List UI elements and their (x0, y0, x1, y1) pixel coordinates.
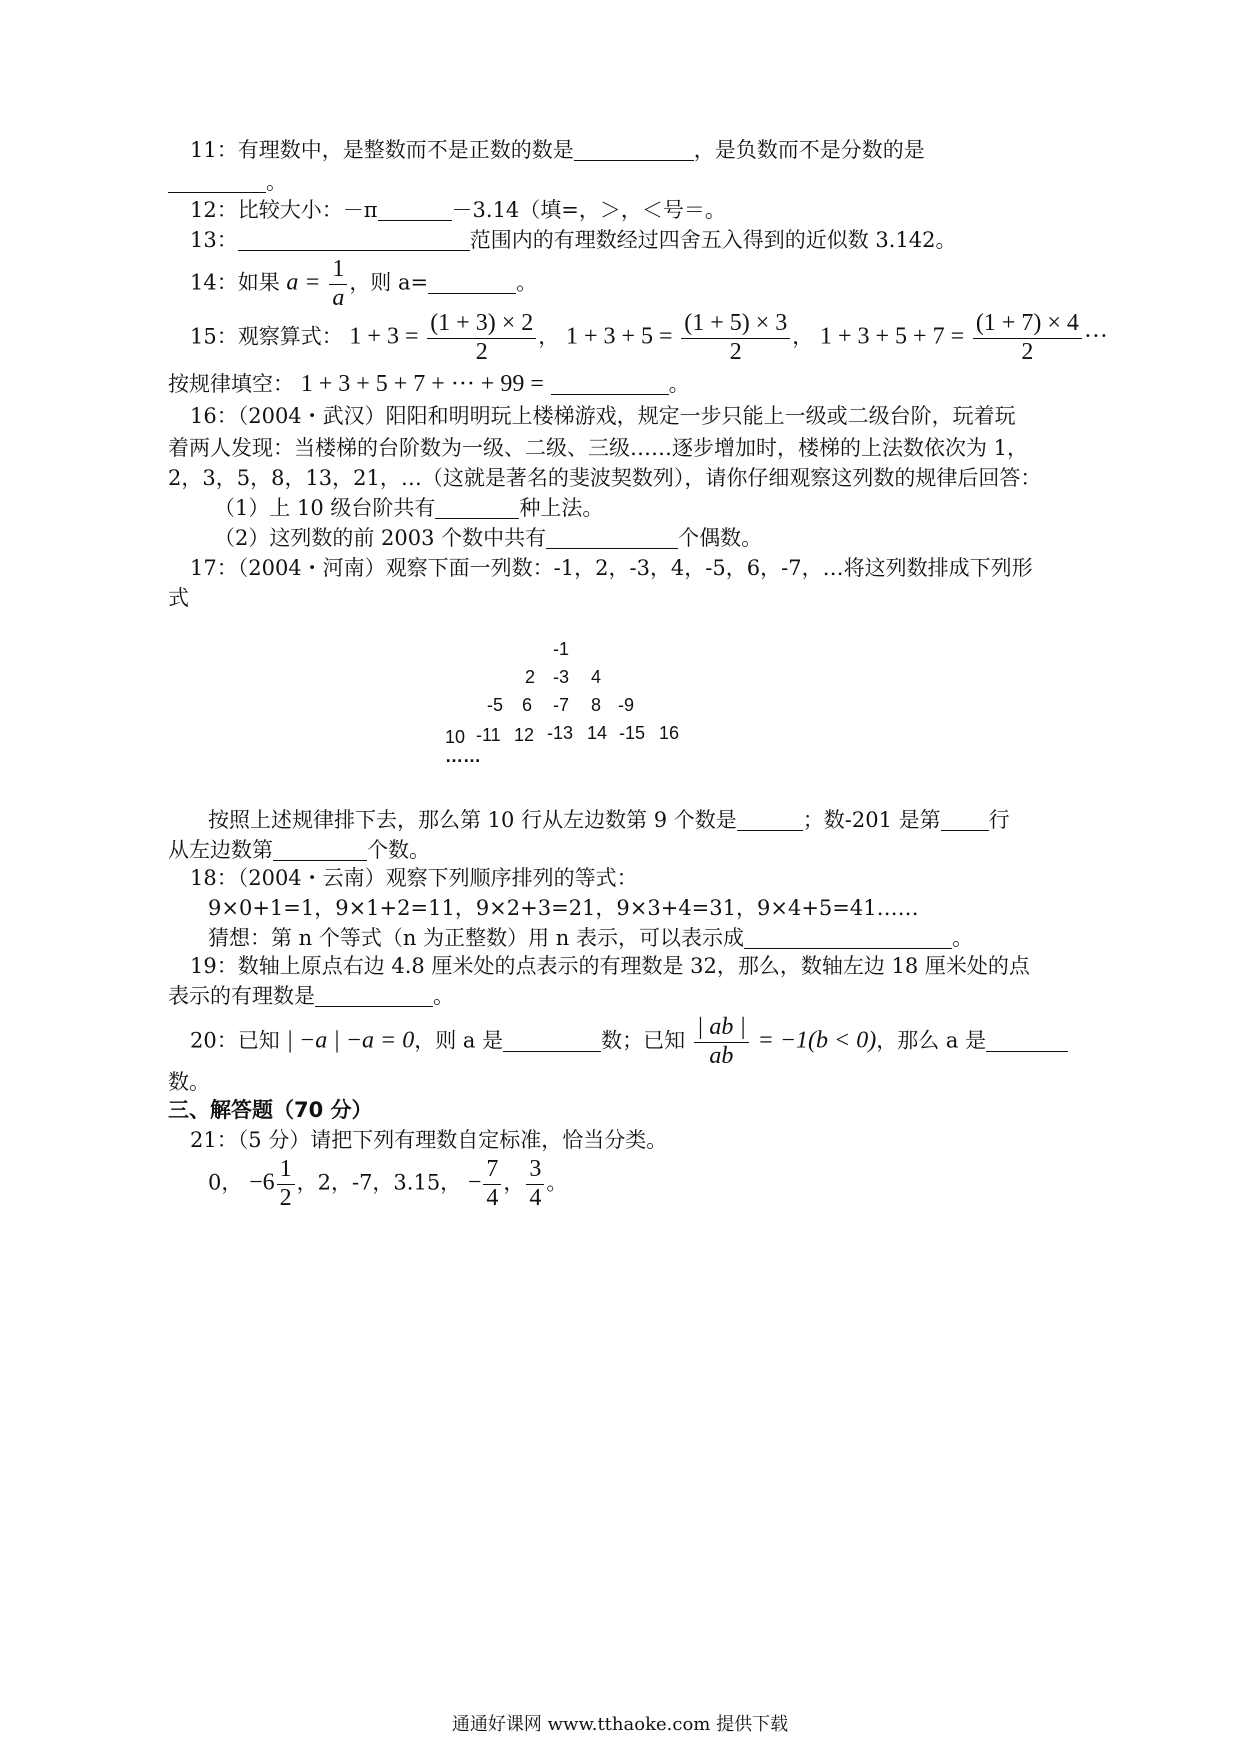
q21-v2-sign: − (467, 1169, 482, 1196)
q20-a: 20：已知 (190, 1028, 280, 1053)
q21-v1-fraction (277, 1156, 295, 1212)
tri-r2-c3: 4 (591, 667, 602, 687)
q17-blank-3[interactable] (273, 839, 367, 861)
q15-e2-fraction (681, 310, 790, 366)
question-16-line3: 2，3，5，8，13，21，…（这就是著名的斐波契数列），请你仔细观察这列数的规律后回答： (168, 466, 1042, 490)
tri-r3-c2: 6 (522, 695, 533, 715)
q16-p1-a: （1）上 10 级台阶共有 (214, 496, 436, 520)
q15-e1-num: (1 + 3) × 2 (427, 310, 536, 339)
question-16-part1 (214, 496, 603, 521)
q19-line2-b: 。 (433, 984, 454, 1008)
tri-r4-c4: -13 (547, 723, 574, 743)
q15-e1-fraction (427, 310, 536, 366)
q18-line3-b: 。 (951, 926, 973, 950)
q19-line2-a: 表示的有理数是 (168, 984, 315, 1008)
tri-dots: …… (445, 746, 481, 766)
tri-r2-c1: 2 (525, 667, 536, 687)
question-11-line2 (168, 170, 287, 195)
q17-blank-2[interactable] (941, 809, 989, 831)
q14-text-b: ，则 a= (349, 270, 429, 295)
q17-blank-1[interactable] (737, 809, 803, 831)
question-18-line3 (208, 926, 973, 951)
tri-r4-c5: 14 (587, 723, 608, 743)
q21-end: 。 (546, 1170, 568, 1195)
q21-v1-int: −6 (249, 1169, 275, 1196)
question-13 (190, 228, 957, 253)
question-18-line2: 9×0+1=1，9×1+2=11，9×2+3=21，9×3+4=31，9×4+5=41…… (208, 896, 919, 920)
q21-v1-den: 2 (279, 1184, 292, 1211)
question-19-line2 (168, 984, 454, 1009)
tri-r3-c4: 8 (591, 695, 602, 715)
q15-line2-a: 按规律填空： (168, 372, 294, 396)
section-3-title: 三、解答题（70 分） (168, 1098, 373, 1122)
q13-blank[interactable] (238, 229, 470, 251)
q20-c: 数；已知 (601, 1028, 686, 1053)
q11-blank-1[interactable] (574, 139, 694, 161)
q14-lhs: a = (286, 269, 321, 296)
page-footer: 通通好课网 www.tthaoke.com 提供下载 (451, 1714, 789, 1735)
q20-blank-1[interactable] (503, 1030, 601, 1052)
question-14 (190, 256, 537, 312)
question-16-part2 (214, 526, 762, 551)
tri-r3-c1: -5 (487, 695, 504, 715)
question-17-line2: 式 (168, 586, 189, 610)
question-17-after1 (208, 808, 1010, 833)
q17-after2-a: 从左边数第 (168, 838, 273, 862)
q20-num: | ab | (694, 1014, 749, 1043)
question-21-line1: 21：（5 分）请把下列有理数自定标准，恰当分类。 (190, 1128, 668, 1152)
q21-v2-den: 4 (486, 1184, 499, 1211)
q21-v3-fraction (526, 1156, 544, 1212)
q20-expr1: | −a | −a = 0 (286, 1027, 415, 1054)
q16-blank-2[interactable] (546, 527, 678, 549)
tri-r4-c3: 12 (514, 725, 535, 745)
q20-blank-2[interactable] (986, 1030, 1068, 1052)
q20-den: ab (709, 1042, 734, 1069)
q15-e2-lhs: 1 + 3 + 5 = (565, 323, 673, 350)
q14-num: 1 (329, 256, 347, 285)
question-17-after2 (168, 838, 430, 863)
tri-r4-c6: -15 (619, 723, 646, 743)
q15-e2-den: 2 (729, 338, 742, 365)
question-12 (190, 198, 726, 223)
q17-after1-b: ；数-201 是第 (802, 808, 941, 832)
q21-sep: ， (503, 1170, 525, 1195)
q13-text-a: 13： (190, 228, 238, 252)
q21-v0: 0， (208, 1170, 243, 1195)
q12-text-a: 12：比较大小：－π (190, 198, 378, 222)
q15-e3-num: (1 + 7) × 4 (973, 310, 1082, 339)
q18-blank[interactable] (744, 927, 952, 949)
question-18-line1: 18：（2004・云南）观察下列顺序排列的等式： (190, 866, 638, 890)
question-19-line1: 19：数轴上原点右边 4.8 厘米处的点表示的有理数是 32，那么，数轴左边 18 厘米处的点 (190, 954, 1030, 978)
question-15-line2 (168, 370, 690, 399)
q13-text-b: 范围内的有理数经过四舍五入得到的近似数 3.142。 (469, 228, 957, 252)
q16-p2-a: （2）这列数的前 2003 个数中共有 (214, 526, 547, 550)
q14-blank[interactable] (428, 272, 516, 294)
q15-label: 15：观察算式： (190, 324, 343, 349)
q17-after1-a: 按照上述规律排下去，那么第 10 行从左边数第 9 个数是 (208, 808, 737, 832)
question-15 (190, 310, 1108, 366)
q15-e1-den: 2 (475, 338, 488, 365)
q11-text-a: 11：有理数中，是整数而不是正数的数是 (190, 138, 574, 162)
q15-sep2: ， (792, 324, 814, 349)
q20-b: ，则 a 是 (414, 1028, 504, 1053)
tri-r1-c1: -1 (553, 639, 570, 659)
question-16-line2: 着两人发现：当楼梯的台阶数为一级、二级、三级……逐步增加时，楼梯的上法数依次为 1， (168, 436, 1029, 460)
q15-e3-lhs: 1 + 3 + 5 + 7 = (819, 323, 965, 350)
tri-r3-c5: -9 (618, 695, 635, 715)
q21-v3-num: 3 (526, 1156, 544, 1185)
q20-fraction (694, 1014, 749, 1070)
q18-line3-a: 猜想：第 n 个等式（n 为正整数）用 n 表示，可以表示成 (208, 926, 744, 950)
question-16-line1: 16：（2004・武汉）阳阳和明明玩上楼梯游戏，规定一步只能上一级或二级台阶，玩着玩 (190, 404, 1016, 428)
tri-r4-c1: 10 (445, 727, 466, 747)
tri-r3-c3: -7 (553, 695, 570, 715)
q15-line2-expr: 1 + 3 + 5 + 7 + ··· + 99 = (300, 371, 544, 397)
q15-dots: ··· (1083, 323, 1108, 350)
q16-p2-b: 个偶数。 (678, 526, 763, 550)
q17-after2-b: 个数。 (367, 838, 430, 862)
tri-r2-c2: -3 (553, 667, 570, 687)
q12-text-b: －3.14（填=，＞，＜号＝。 (451, 198, 726, 222)
tri-r4-c2: -11 (476, 725, 501, 745)
q15-e2-num: (1 + 5) × 3 (681, 310, 790, 339)
q15-e3-den: 2 (1021, 338, 1034, 365)
q14-end: 。 (516, 270, 538, 295)
q16-p1-b: 种上法。 (519, 496, 604, 520)
q14-den: a (332, 284, 345, 311)
q19-blank[interactable] (315, 985, 433, 1007)
tri-r4-c7: 16 (659, 723, 680, 743)
q11-end: 。 (266, 170, 287, 194)
question-17-line1: 17：（2004・河南）观察下面一列数：-1，2，-3，4，-5，6，-7，…将这列数排成下列形 (190, 556, 1033, 580)
q21-v2-fraction (483, 1156, 501, 1212)
q21-v1-num: 1 (277, 1156, 295, 1185)
question-20 (190, 1014, 1068, 1070)
q20-d: ，那么 a 是 (876, 1028, 987, 1053)
q15-e1-lhs: 1 + 3 = (349, 323, 419, 350)
question-11 (190, 138, 925, 163)
q12-blank[interactable] (378, 199, 452, 221)
q21-v2-num: 7 (483, 1156, 501, 1185)
q21-mid: ，2，-7，3.15， (296, 1170, 462, 1195)
q15-line2-end: 。 (668, 372, 690, 396)
q15-e3-fraction (973, 310, 1082, 366)
question-20-line2: 数。 (168, 1070, 210, 1094)
q20-expr2: = −1(b < 0) (757, 1027, 877, 1054)
q21-v3-den: 4 (529, 1184, 542, 1211)
q14-text-a: 14：如果 (190, 270, 280, 295)
q15-blank[interactable] (551, 373, 669, 395)
question-21-values (208, 1156, 567, 1212)
q14-fraction (329, 256, 347, 312)
q16-blank-1[interactable] (435, 497, 519, 519)
q17-after1-c: 行 (988, 808, 1010, 832)
q11-blank-2[interactable] (168, 171, 266, 193)
q15-sep1: ， (538, 324, 560, 349)
q11-text-b: ，是负数而不是分数的是 (693, 138, 925, 162)
